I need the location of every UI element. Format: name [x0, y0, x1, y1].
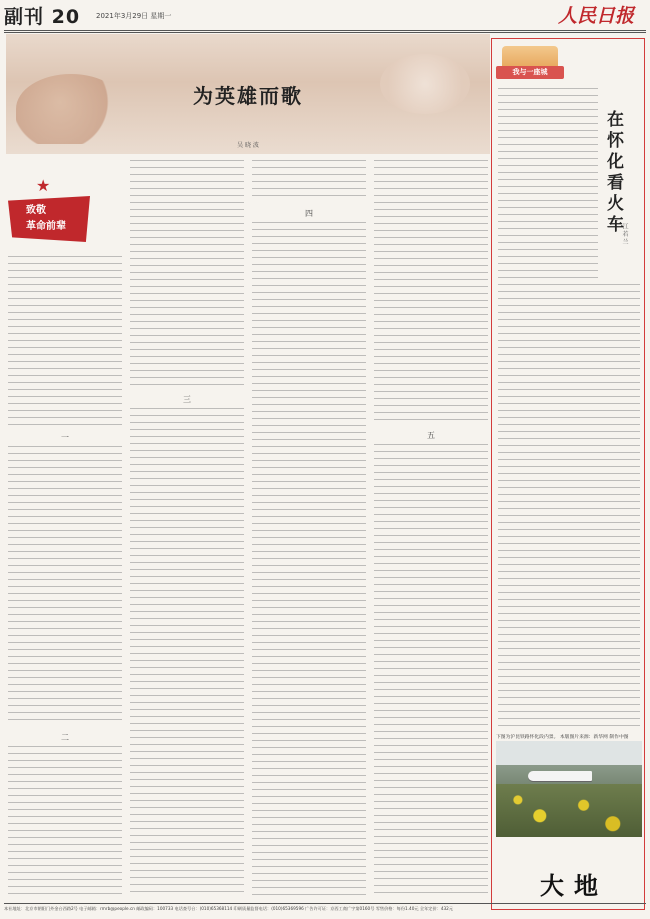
masthead	[0, 0, 650, 30]
masthead-rule	[4, 30, 646, 31]
article-text-block	[8, 746, 122, 896]
train-photo	[496, 741, 642, 837]
article-text-block	[252, 222, 366, 896]
rapeseed-flowers	[496, 784, 642, 837]
footer-rule	[4, 903, 646, 904]
article-text-block	[130, 408, 244, 896]
article-text-block	[374, 160, 488, 424]
article-text-block	[130, 160, 244, 388]
newspaper-logo: 人民日报	[557, 5, 634, 27]
column-badge-line1: 致敬	[26, 205, 46, 216]
sidebar-title: 在怀化看火车	[603, 110, 623, 236]
sidebar-column-label	[496, 46, 568, 80]
sidebar-column-label-text: 我与一座城	[496, 66, 564, 79]
article-text-block	[252, 160, 366, 202]
section-name: 副刊 20	[4, 6, 81, 28]
section-number: 一	[61, 433, 69, 442]
house-icon	[502, 46, 558, 68]
column-badge	[8, 176, 90, 250]
issue-date: 2021年3月29日 星期一	[96, 12, 172, 20]
page-logo: 大地	[540, 871, 608, 900]
section-number: 三	[183, 395, 191, 404]
sidebar-byline: 江 若 兰	[621, 223, 628, 245]
article-byline: 吴 晓 波	[237, 142, 259, 149]
section-number: 五	[427, 431, 435, 440]
sidebar-text-block	[498, 88, 598, 278]
article-headline: 为英雄而歌	[193, 84, 303, 108]
section-number: 二	[61, 733, 69, 742]
column-badge-line2: 革命前辈	[26, 221, 66, 232]
photo-caption: 下图为沪昆铁路怀化段内景。 本版图片来源：新华网 制作中图	[496, 735, 629, 740]
section-number: 四	[305, 209, 313, 218]
train-shape	[528, 771, 592, 781]
masthead-rule-thin	[4, 32, 646, 33]
article-text-block	[374, 444, 488, 896]
sidebar-text-block	[498, 284, 640, 730]
footer-text: 本社地址：北京市朝阳门外金台西路2号 电子邮箱：rmrb@people.cn 邮政编码：100733 电话查号台：(010)65368114 印刷质量监督电话：(010)65369596 广告许可证：京西工商广字第0160号 零售价格：每份1.40元 全年定价：432元	[4, 906, 453, 911]
article-text-block	[8, 446, 122, 726]
star-icon: ★	[36, 176, 51, 195]
article-text-block	[8, 256, 122, 426]
